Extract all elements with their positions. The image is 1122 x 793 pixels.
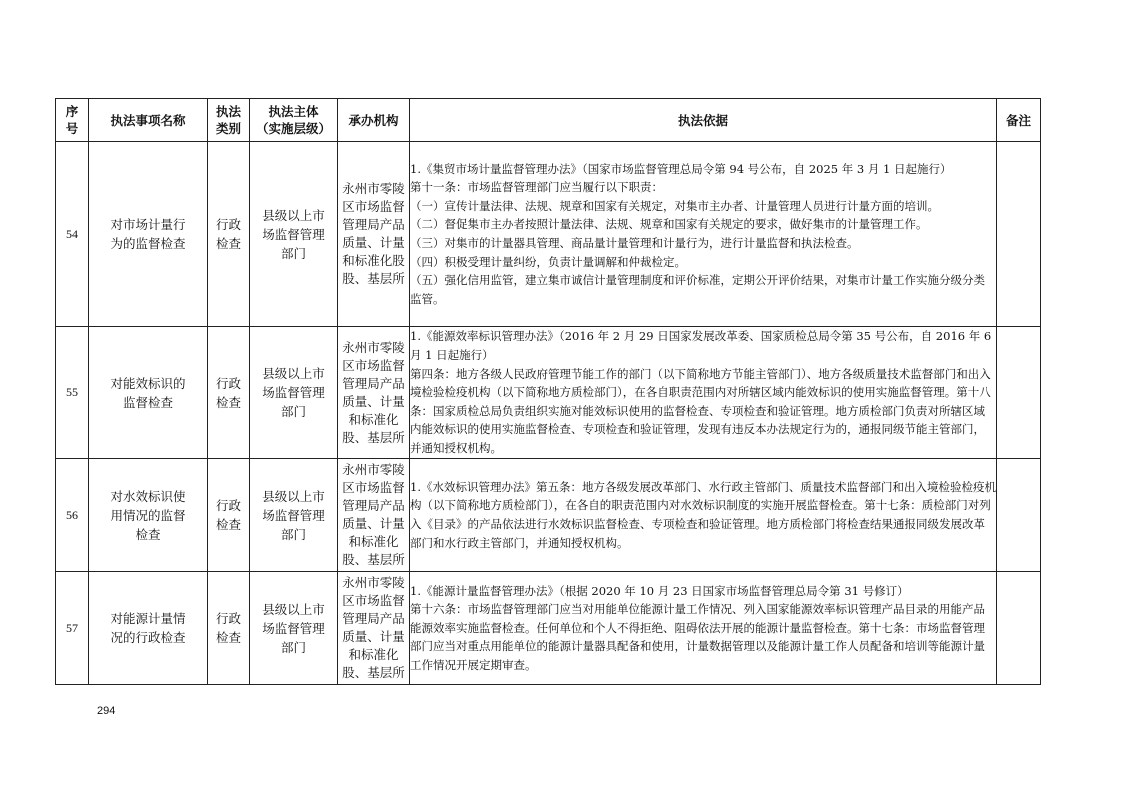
item-subject <box>250 142 338 327</box>
category-line: 检查 <box>215 236 241 251</box>
category-line: 检查 <box>215 517 241 532</box>
header-category-line1: 执法 <box>215 104 241 119</box>
item-note <box>997 459 1041 572</box>
org-line: 管理局产品 <box>342 217 405 232</box>
basis-paragraph: 1.《能源计量监督管理办法》（根据 2020 年 10 月 23 日国家市场监督管理总局令第 31 号修订） <box>410 583 909 598</box>
header-org: 承办机构 <box>338 99 410 142</box>
enforcement-table <box>55 98 1041 685</box>
item-name <box>89 572 208 685</box>
item-basis <box>410 459 997 572</box>
org-line: 和标准化 <box>348 411 399 427</box>
item-name-line: 对水效标识使 <box>110 488 186 504</box>
header-category <box>208 99 250 142</box>
item-name-line: 况的行政检查 <box>110 630 186 645</box>
subject-line: 场监督管理 <box>262 385 325 400</box>
subject-line: 县级以上市 <box>262 366 325 381</box>
subject-line: 部门 <box>280 404 306 419</box>
category-line: 检查 <box>215 394 241 410</box>
item-name <box>89 142 208 327</box>
item-category <box>208 142 250 327</box>
org-line: 永州市零陵 <box>342 181 405 196</box>
category-line: 行政 <box>215 498 241 513</box>
basis-paragraph: （二）督促集市主办者按照计量法律、法规、规章和国家有关规定的要求，做好集市的计量管理工作。 <box>410 217 928 232</box>
category-line: 行政 <box>215 375 241 391</box>
table-row <box>56 142 1041 327</box>
basis-paragraph: （五）强化信用监管，建立集市诚信计量管理制度和评价标准，定期公开评价结果，对集市计量工作实施分级分类监管。 <box>410 273 985 306</box>
page-number: 294 <box>97 705 116 717</box>
org-line: 质量、计量 <box>342 235 405 250</box>
row-number: 57 <box>56 572 89 685</box>
basis-paragraph: 1.《集贸市场计量监督管理办法》（国家市场监督管理总局令第 94 号公布，自 2025 年 3 月 1 日起施行） <box>410 161 952 176</box>
basis-paragraph: 1.《水效标识管理办法》第五条：地方各级发展改革部门、水行政主管部门、质量技术监督部门和出入境检验检疫机构（以下简称地方质检部门），在各自的职责范围内对水效标识制度的实施开展监督检查。第十七条：质检部门对列入《目录》的产品依法进行水效标识监督检查、专项检查和验证管理。地方质检部门将检查结果通报同级发展改革部门和水行政主管部门，并通知授权机构。 <box>410 479 996 550</box>
org-line: 质量、计量 <box>342 629 405 644</box>
item-name-line: 为的监督检查 <box>110 236 186 251</box>
item-name-line: 用情况的监督 <box>110 507 186 523</box>
item-org <box>338 459 410 572</box>
row-number: 56 <box>56 459 89 572</box>
org-line: 和标准化股 <box>342 253 405 268</box>
item-name-line: 检查 <box>135 526 161 542</box>
basis-paragraph: （三）对集市的计量器具管理、商品量计量管理和计量行为，进行计量监督和执法检查。 <box>410 236 859 250</box>
basis-paragraph: 1.《能源效率标识管理办法》（2016 年 2 月 29 日国家发展改革委、国家质检总局令第 35 号公布，自 2016 年 6 月 1 日起施行） <box>410 329 992 363</box>
item-category <box>208 327 250 459</box>
org-line: 区市场监督 <box>342 593 405 608</box>
subject-line: 县级以上市 <box>262 488 325 504</box>
subject-line: 部门 <box>280 526 306 542</box>
item-note <box>997 142 1041 327</box>
header-subject <box>250 99 338 142</box>
org-line: 和标准化 <box>348 534 399 549</box>
table-row <box>56 327 1041 459</box>
subject-line: 部门 <box>280 639 306 655</box>
header-row <box>56 99 1041 142</box>
org-line: 股、基层所 <box>342 271 405 286</box>
org-line: 和标准化 <box>348 647 399 662</box>
header-note: 备注 <box>997 99 1041 142</box>
item-name-line: 对市场计量行 <box>110 217 186 232</box>
basis-paragraph: 第十一条：市场监督管理部门应当履行以下职责： <box>410 180 663 195</box>
header-no <box>56 99 89 142</box>
header-name: 执法事项名称 <box>89 99 208 142</box>
subject-line: 县级以上市 <box>262 207 325 223</box>
item-subject <box>250 327 338 459</box>
item-note <box>997 327 1041 459</box>
table-row <box>56 572 1041 685</box>
row-number: 54 <box>56 142 89 327</box>
item-org <box>338 572 410 685</box>
basis-paragraph: （四）积极受理计量纠纷，负责计量调解和仲裁检定。 <box>410 254 686 269</box>
basis-paragraph: 第四条：地方各级人民政府管理节能工作的部门（以下简称地方节能主管部门）、地方各级质量技术监督部门和出入境检验检疫机构（以下简称地方质检部门），在各自职责范围内对所辖区域内能效标识的使用实施监督管理。第十八条：国家质检总局负责组织实施对能效标识使用的监督检查、专项检查和验证管理。地方质检部门负责对所辖区域内能效标识的使用实施监督检查、专项检查和验证管理，发现有违反本办法规定行为的，通报同级节能主管部门，并通知授权机构。 <box>410 366 991 455</box>
item-name-line: 监督检查 <box>122 394 173 410</box>
category-line: 检查 <box>215 630 241 645</box>
org-line: 区市场监督 <box>342 357 405 373</box>
org-line: 管理局产品 <box>342 498 405 513</box>
item-note <box>997 572 1041 685</box>
item-name-line: 对能效标识的 <box>110 375 186 391</box>
org-line: 股、基层所 <box>342 552 405 567</box>
org-line: 永州市零陵 <box>342 339 405 355</box>
item-subject <box>250 459 338 572</box>
item-name <box>89 327 208 459</box>
subject-line: 场监督管理 <box>262 507 325 523</box>
header-subject-line1: 执法主体 <box>268 104 319 119</box>
org-line: 区市场监督 <box>342 480 405 495</box>
category-line: 行政 <box>215 611 241 626</box>
item-basis <box>410 327 997 459</box>
item-name-line: 对能源计量情 <box>110 611 186 626</box>
org-line: 管理局产品 <box>342 375 405 391</box>
item-category <box>208 459 250 572</box>
org-line: 质量、计量 <box>342 393 405 409</box>
org-line: 管理局产品 <box>342 611 405 626</box>
item-basis <box>410 572 997 685</box>
subject-line: 场监督管理 <box>262 620 325 636</box>
header-category-line2: 类别 <box>215 121 241 136</box>
item-subject <box>250 572 338 685</box>
org-line: 股、基层所 <box>342 665 405 680</box>
item-name <box>89 459 208 572</box>
row-number: 55 <box>56 327 89 459</box>
header-subject-line2: （实施层级） <box>255 121 331 136</box>
category-line: 行政 <box>215 217 241 232</box>
subject-line: 部门 <box>280 245 306 261</box>
basis-paragraph: 第十六条：市场监督管理部门应当对用能单位能源计量工作情况、列入国家能源效率标识管理产品目录的用能产品能源效率实施监督检查。任何单位和个人不得拒绝、阻碍依法开展的能源计量监督检查。第十七条：市场监督管理部门应当对重点用能单位的能源计量器具配备和使用，计量数据管理以及能源计量工作人员配备和培训等能源计量工作情况开展定期审查。 <box>410 602 985 672</box>
item-org <box>338 327 410 459</box>
subject-line: 场监督管理 <box>262 226 325 242</box>
basis-paragraph: （一）宣传计量法律、法规、规章和国家有关规定，对集市主办者、计量管理人员进行计量方面的培训。 <box>410 198 939 213</box>
org-line: 区市场监督 <box>342 199 405 214</box>
org-line: 永州市零陵 <box>342 462 405 477</box>
header-basis: 执法依据 <box>410 99 997 142</box>
org-line: 股、基层所 <box>342 429 405 445</box>
org-line: 永州市零陵 <box>342 575 405 590</box>
org-line: 质量、计量 <box>342 516 405 531</box>
item-basis <box>410 142 997 327</box>
item-org <box>338 142 410 327</box>
item-category <box>208 572 250 685</box>
header-no-line1: 序 <box>65 104 79 119</box>
table-row <box>56 459 1041 572</box>
subject-line: 县级以上市 <box>262 601 325 617</box>
header-no-line2: 号 <box>65 121 79 136</box>
